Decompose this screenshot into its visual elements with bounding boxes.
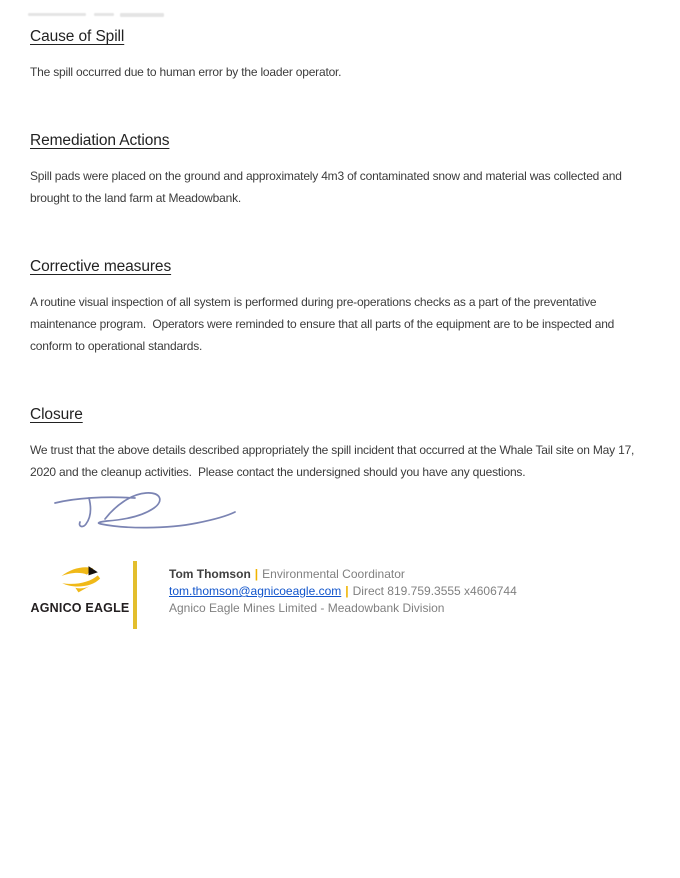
paragraph-corrective-measures: A routine visual inspection of all system is performed during pre-operations checks as a part of the preventative maintenance program. Operators were reminded to ensure that all parts of the equipment are to be inspected and conform to operational standards. — [30, 295, 618, 353]
heading-remediation-actions: Remediation Actions — [30, 132, 170, 149]
contact-name: Tom Thomson — [169, 567, 251, 581]
contact-company-line — [169, 600, 517, 617]
contact-details — [137, 561, 517, 629]
heading-closure: Closure — [30, 406, 83, 423]
company-name: Agnico Eagle Mines Limited - Meadowbank Division — [169, 601, 445, 615]
paragraph-closure: We trust that the above details described appropriately the spill incident that occurred at the Whale Tail site on May 17, 2020 and the cleanup activities. Please contact the undersigned should you have any questions. — [30, 443, 638, 479]
agnico-eagle-logo — [30, 561, 130, 629]
gold-pipe-separator: | — [345, 584, 349, 598]
paragraph-cause-of-spill: The spill occurred due to human error by the loader operator. — [30, 65, 342, 79]
signature-ink-icon — [45, 488, 255, 538]
cropped-text-artifact — [28, 13, 168, 17]
heading-cause-of-spill: Cause of Spill — [30, 28, 125, 45]
contact-email-phone-line — [169, 583, 517, 600]
paragraph-remediation-actions: Spill pads were placed on the ground and approximately 4m3 of contaminated snow and material was collected and brought to the land farm at Meadowbank. — [30, 169, 625, 205]
contact-phone: Direct 819.759.3555 x4606744 — [352, 584, 517, 598]
heading-corrective-measures: Corrective measures — [30, 258, 172, 275]
email-signature-block — [30, 561, 654, 629]
handwritten-signature — [45, 488, 654, 538]
contact-role: Environmental Coordinator — [262, 567, 405, 581]
contact-name-role-line — [169, 566, 517, 583]
agnico-eagle-bird-icon — [56, 562, 104, 598]
agnico-eagle-wordmark: AGNICO EAGLE — [30, 601, 130, 615]
email-link[interactable]: tom.thomson@agnicoeagle.com — [169, 584, 342, 598]
gold-pipe-separator: | — [254, 567, 259, 581]
